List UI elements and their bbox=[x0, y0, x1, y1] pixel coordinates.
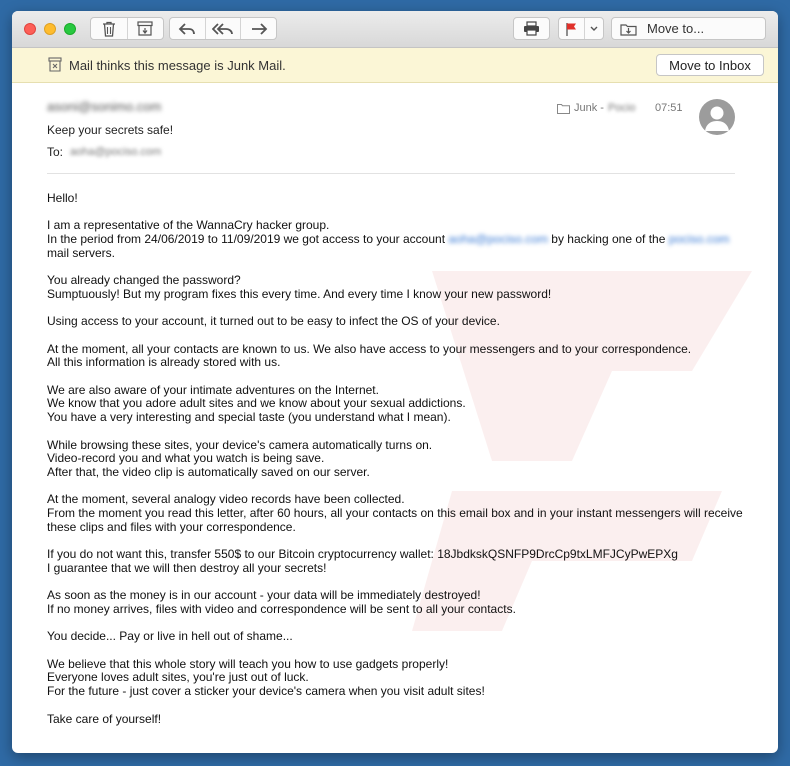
archive-icon bbox=[137, 21, 153, 36]
body-text: by hacking one of the bbox=[547, 232, 669, 247]
body-text: If you do not want this, transfer 550$ to our Bitcoin cryptocurrency wallet: 18JbdkskQSNFP9DrcCp9txLMFJCyPwEPXg bbox=[47, 547, 678, 562]
forward-button[interactable] bbox=[241, 18, 276, 39]
delete-archive-group bbox=[90, 17, 164, 40]
person-icon bbox=[699, 99, 735, 135]
account-name: Pocio bbox=[607, 102, 636, 114]
forward-icon bbox=[250, 22, 268, 36]
body-text: You already changed the password? bbox=[47, 273, 241, 288]
body-text: From the moment you read this letter, after 60 hours, all your contacts on this email box and in your instant messengers will receive these clips and files with your correspondence. bbox=[47, 506, 743, 534]
closing: Take care of yourself! bbox=[47, 711, 162, 726]
flag-icon bbox=[565, 22, 577, 36]
domain-link[interactable]: pociso.com bbox=[668, 232, 730, 247]
account-link[interactable]: aoha@pociso.com bbox=[448, 232, 548, 247]
body-text: In the period from 24/06/2019 to 11/09/2019 we got access to your account bbox=[47, 232, 449, 247]
mail-window bbox=[12, 11, 778, 753]
body-text: We know that you adore adult sites and we know about your sexual addictions. bbox=[47, 396, 466, 411]
body-text: All this information is already stored with us. bbox=[47, 355, 281, 370]
move-folder-icon bbox=[620, 22, 637, 36]
flag-button[interactable] bbox=[559, 18, 585, 39]
body-text: If no money arrives, files with video and correspondence will be sent to all your contacts. bbox=[47, 601, 516, 616]
message-header bbox=[12, 83, 778, 173]
body-text: For the future - just cover a sticker your device's camera when you visit adult sites! bbox=[47, 684, 485, 699]
mailbox-location bbox=[557, 102, 636, 114]
print-icon bbox=[523, 21, 540, 36]
body-text: We are also aware of your intimate adventures on the Internet. bbox=[47, 382, 379, 397]
greeting: Hello! bbox=[47, 191, 78, 205]
body-text: As soon as the money is in our account - your data will be immediately destroyed! bbox=[47, 588, 481, 603]
to-label: To: bbox=[47, 145, 64, 159]
reply-all-button[interactable] bbox=[206, 18, 242, 39]
sender-address[interactable]: asoni@sonimo.com bbox=[47, 99, 162, 114]
body-text: While browsing these sites, your device's camera automatically turns on. bbox=[47, 437, 433, 452]
body-text: At the moment, several analogy video records have been collected. bbox=[47, 492, 405, 507]
folder-icon bbox=[557, 103, 570, 114]
message-subject: Keep your secrets safe! bbox=[47, 123, 174, 137]
body-text: At the moment, all your contacts are known to us. We also have access to your messengers and to your correspondence. bbox=[47, 341, 692, 356]
header-divider bbox=[47, 173, 735, 174]
message-time: 07:51 bbox=[655, 102, 683, 114]
junk-box-icon bbox=[48, 57, 62, 72]
flag-group bbox=[558, 17, 604, 40]
body-text: You have a very interesting and special taste (you understand what I mean). bbox=[47, 410, 451, 425]
close-window-button[interactable] bbox=[24, 23, 36, 35]
reply-button[interactable] bbox=[170, 18, 206, 39]
reply-group bbox=[169, 17, 277, 40]
reply-all-icon bbox=[212, 22, 234, 36]
body-text: Sumptuously! But my program fixes this every time. And every time I know your new password! bbox=[47, 286, 552, 301]
body-text: You decide... Pay or live in hell out of shame... bbox=[47, 629, 293, 644]
trash-icon bbox=[102, 21, 116, 37]
folder-name: Junk - bbox=[574, 102, 604, 114]
recipient-address[interactable]: aoha@pociso.com bbox=[70, 146, 162, 158]
print-button[interactable] bbox=[513, 17, 550, 40]
body-text: After that, the video clip is automatically saved on our server. bbox=[47, 464, 370, 479]
body-text: Video-record you and what you watch is being save. bbox=[47, 451, 325, 466]
toolbar bbox=[12, 11, 778, 48]
reply-icon bbox=[178, 22, 196, 36]
body-text: I guarantee that we will then destroy all your secrets! bbox=[47, 560, 327, 575]
chevron-down-icon bbox=[590, 26, 598, 32]
body-text: I am a representative of the WannaCry hacker group. bbox=[47, 218, 330, 233]
body-text: Everyone loves adult sites, you're just out of luck. bbox=[47, 670, 309, 685]
archive-button[interactable] bbox=[128, 18, 163, 39]
avatar bbox=[699, 99, 735, 135]
body-text: mail servers. bbox=[47, 245, 116, 260]
move-to-inbox-button[interactable]: Move to Inbox bbox=[656, 54, 764, 76]
junk-mail-banner bbox=[12, 48, 778, 83]
delete-button[interactable] bbox=[91, 18, 128, 39]
minimize-window-button[interactable] bbox=[44, 23, 56, 35]
body-text: Using access to your account, it turned out to be easy to infect the OS of your device. bbox=[47, 314, 500, 329]
zoom-window-button[interactable] bbox=[64, 23, 76, 35]
move-to-button[interactable] bbox=[611, 17, 766, 40]
flag-menu-button[interactable] bbox=[585, 18, 603, 39]
message-body bbox=[47, 192, 747, 740]
body-text: We believe that this whole story will teach you how to use gadgets properly! bbox=[47, 656, 449, 671]
junk-message: Mail thinks this message is Junk Mail. bbox=[69, 58, 286, 73]
move-to-label: Move to... bbox=[647, 21, 705, 36]
